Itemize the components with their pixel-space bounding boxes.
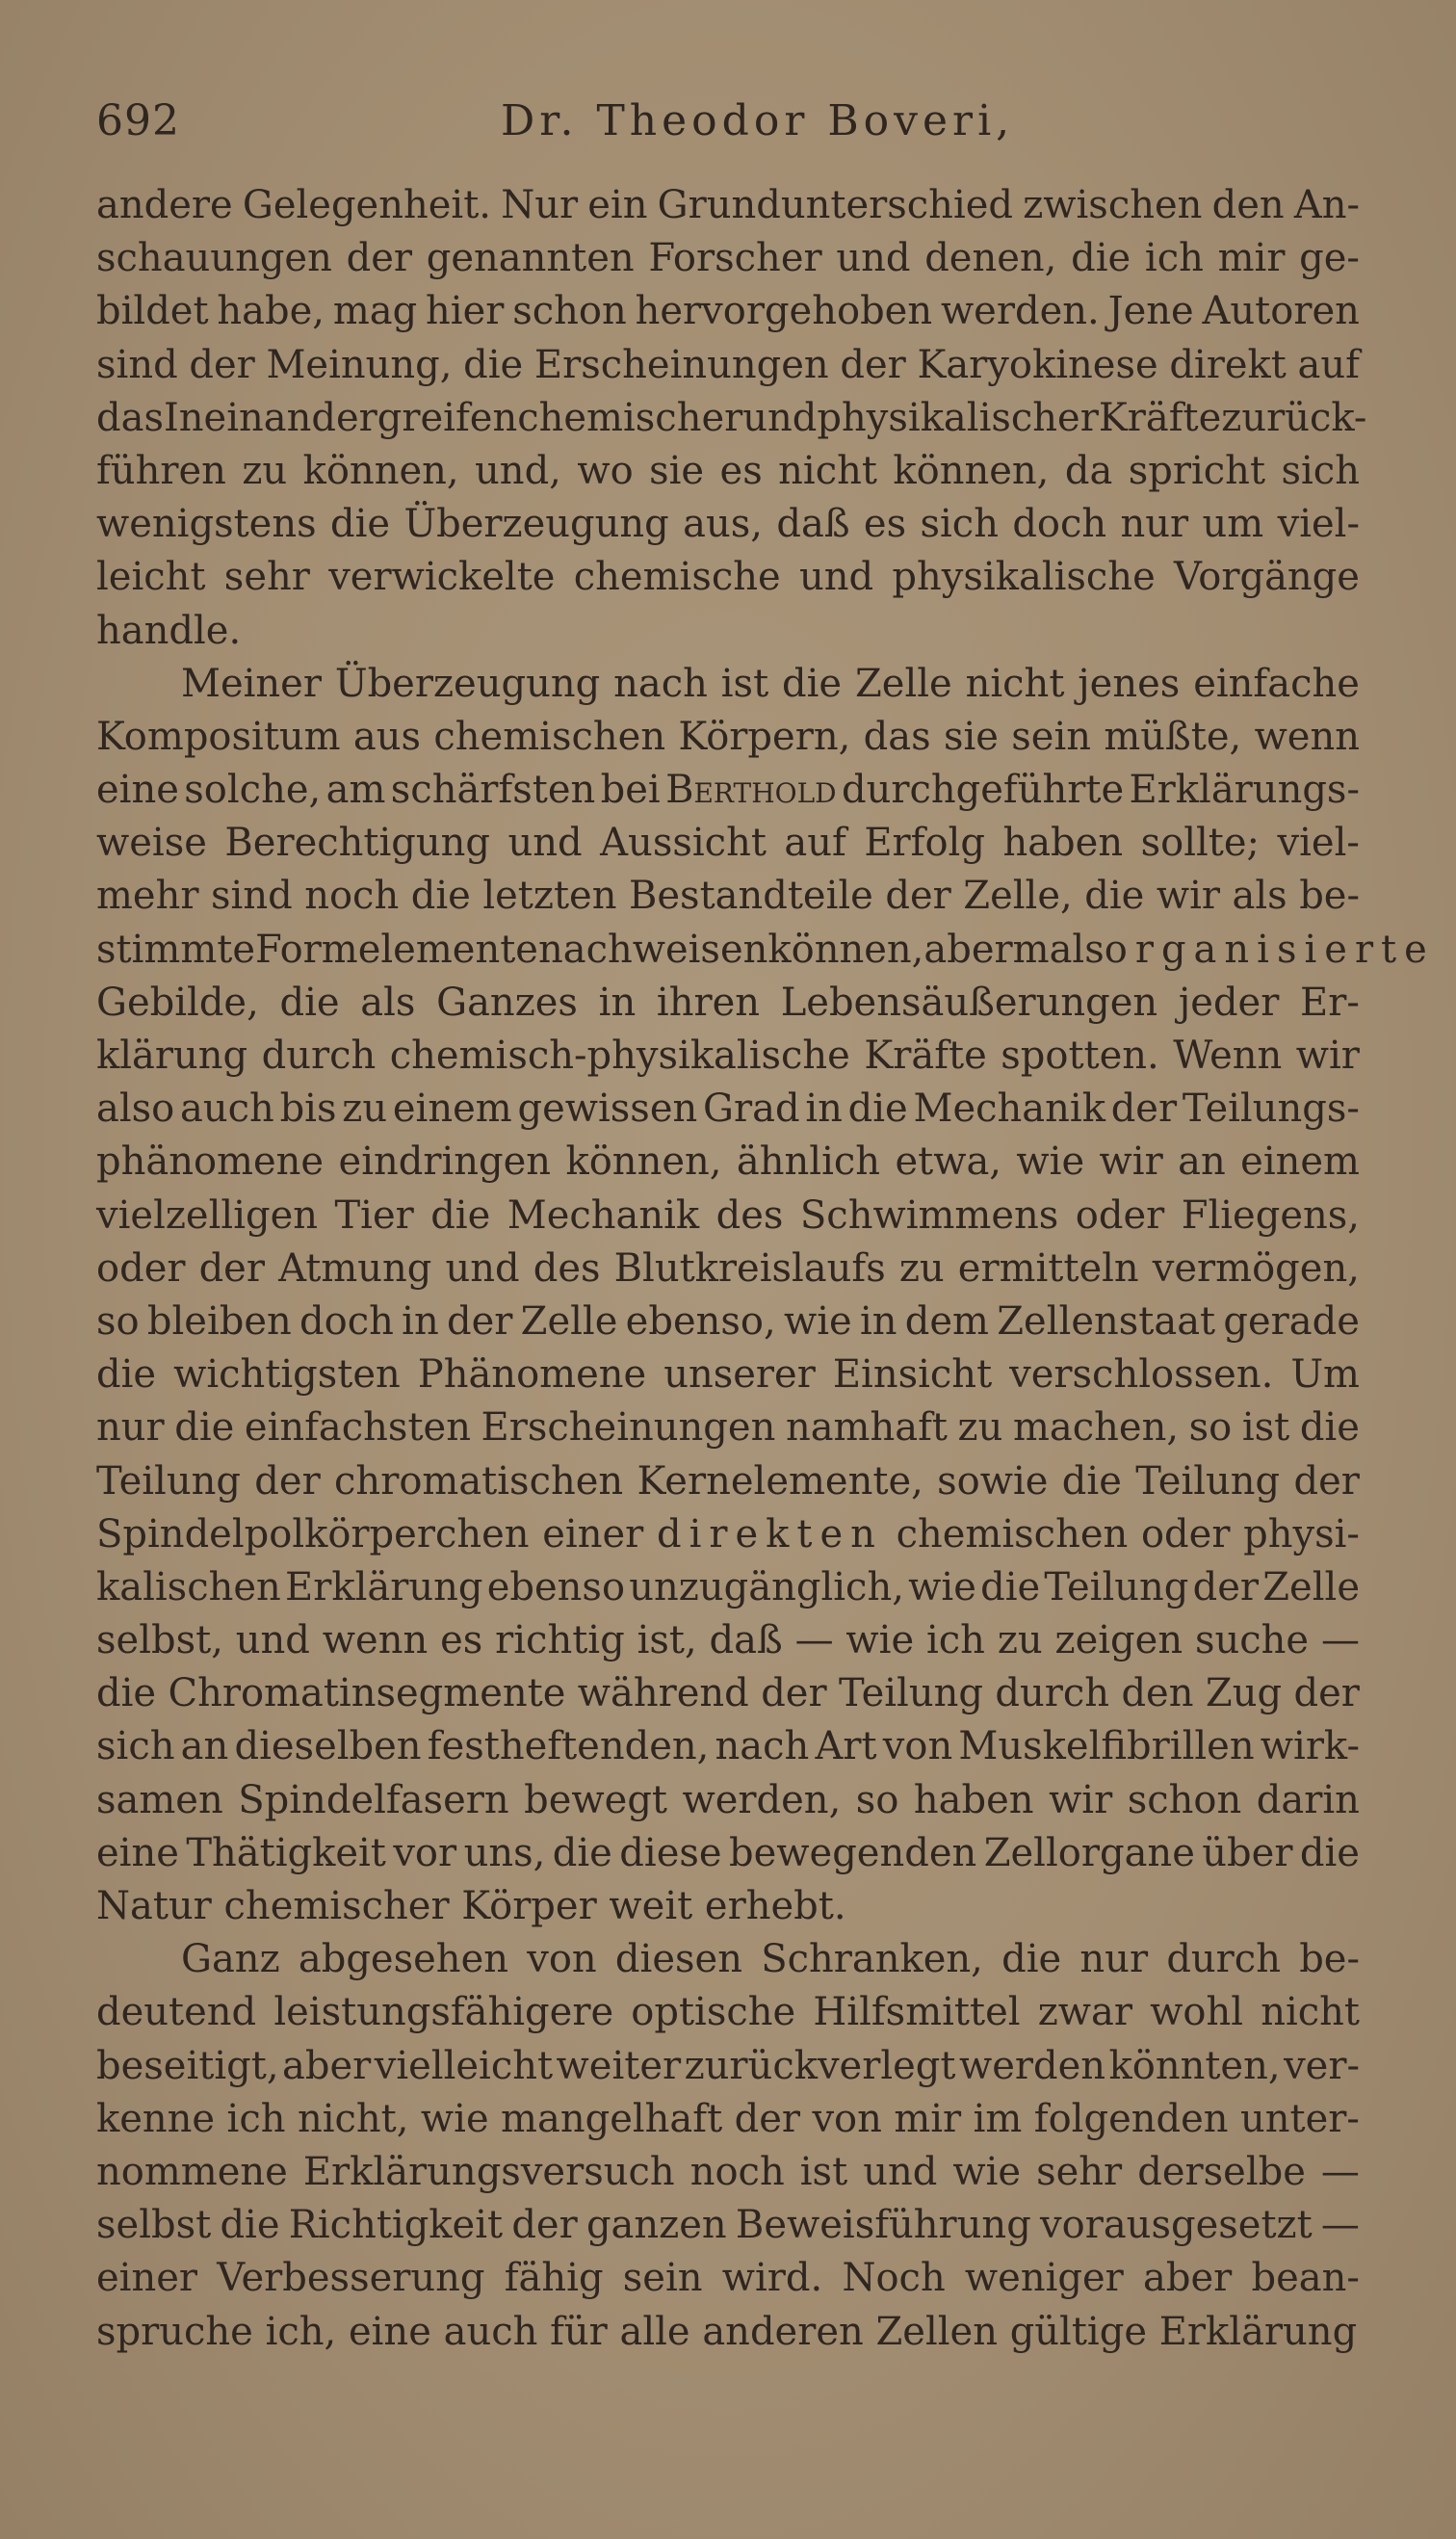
- text-line: das Ineinandergreifen chemischer und physikalischer Kräfte zurück-: [96, 395, 1367, 440]
- text-line: Spindelpolkörperchen einer direkten chemischen oder physi-: [96, 1511, 1360, 1557]
- text-line: deutend leistungsfähigere optische Hilfsmittel zwar wohl nicht: [96, 1990, 1360, 2035]
- text-line: führen zu können, und, wo sie es nicht können, da spricht sich: [96, 448, 1360, 493]
- text-line: kenne ich nicht, wie mangelhaft der von mir im folgenden unter-: [96, 2096, 1360, 2141]
- text-line: selbst, und wenn es richtig ist, daß — wie ich zu zeigen suche —: [96, 1618, 1360, 1663]
- text-line: mehr sind noch die letzten Bestandteile der Zelle, die wir als be-: [96, 874, 1360, 919]
- text-line: oder der Atmung und des Blutkreislaufs zu ermitteln vermögen,: [96, 1245, 1360, 1291]
- text-line: Natur chemischer Körper weit erhebt.: [96, 1884, 846, 1928]
- text-line: vielzelligen Tier die Mechanik des Schwimmens oder Fliegens,: [96, 1192, 1360, 1238]
- text-line: klärung durch chemisch-physikalische Kräfte spotten. Wenn wir: [96, 1034, 1360, 1078]
- text-line: einer Verbesserung fähig sein wird. Noch weniger aber bean-: [96, 2256, 1360, 2301]
- text-line: weise Berechtigung und Aussicht auf Erfolg haben sollte; viel-: [96, 821, 1360, 866]
- body-text: [96, 179, 1435, 2359]
- text-line: handle.: [96, 608, 242, 653]
- text-line: die Chromatinsegmente während der Teilung durch den Zug der: [96, 1671, 1360, 1716]
- text-line: nommene Erklärungsversuch noch ist und wie sehr derselbe —: [96, 2149, 1360, 2194]
- text-line: sind der Meinung, die Erscheinungen der Karyokinese direkt auf: [96, 342, 1360, 387]
- text-line: beseitigt, aber vielleicht weiter zurückverlegt werden könnten, ver-: [96, 2043, 1360, 2088]
- page-number: 692: [96, 96, 180, 145]
- text-line: nur die einfachsten Erscheinungen namhaft zu machen, so ist die: [96, 1405, 1360, 1451]
- text-line: wenigstens die Überzeugung aus, daß es sich doch nur um viel-: [96, 502, 1360, 547]
- text-line: stimmte Formelemente nachweisen können, abermals organisierte: [96, 927, 1435, 972]
- text-line: bildet habe, mag hier schon hervorgehoben werden. Jene Autoren: [96, 289, 1360, 334]
- text-line: Teilung der chromatischen Kernelemente, sowie die Teilung der: [96, 1458, 1360, 1504]
- text-line: Kompositum aus chemischen Körpern, das sie sein müßte, wenn: [96, 714, 1360, 759]
- paragraph: [96, 658, 1435, 1934]
- text-line: phänomene eindringen können, ähnlich etwa, wie wir an einem: [96, 1139, 1360, 1185]
- text-line: so bleiben doch in der Zelle ebenso, wie in dem Zellenstaat gerade: [96, 1298, 1360, 1344]
- text-line: Gebilde, die als Ganzes in ihren Lebensäußerungen jeder Er-: [96, 980, 1360, 1025]
- text-line: Ganz abgesehen von diesen Schranken, die nur durch be-: [181, 1937, 1360, 1982]
- paragraph: [96, 179, 1367, 658]
- text-line: leicht sehr verwickelte chemische und physikalische Vorgänge: [96, 555, 1360, 600]
- text-line: also auch bis zu einem gewissen Grad in die Mechanik der Teilungs-: [96, 1086, 1360, 1132]
- paragraph: [96, 1933, 1360, 2359]
- text-line: kalischen Erklärung ebenso unzugänglich, wie die Teilung der Zelle: [96, 1564, 1360, 1610]
- text-line: schauungen der genannten Forscher und denen, die ich mir ge-: [96, 236, 1360, 281]
- text-line: eine Thätigkeit vor uns, die diese bewegenden Zellorgane über die: [96, 1830, 1360, 1875]
- running-head: Dr. Theodor Boveri,: [501, 96, 1015, 145]
- text-line: selbst die Richtigkeit der ganzen Beweisführung vorausgesetzt —: [96, 2203, 1360, 2248]
- text-line: eine solche, am schärfsten bei Berthold durchgeführte Erklärungs-: [96, 768, 1360, 813]
- page-header: [96, 96, 1360, 154]
- text-line: spruche ich, eine auch für alle anderen Zellen gültige Erklärung: [96, 2309, 1358, 2354]
- text-line: die wichtigsten Phänomene unserer Einsicht verschlossen. Um: [96, 1352, 1360, 1398]
- text-line: sich an dieselben festheftenden, nach Art von Muskelfibrillen wirk-: [96, 1724, 1360, 1769]
- text-line: Meiner Überzeugung nach ist die Zelle nicht jenes einfache: [181, 661, 1360, 706]
- text-line: samen Spindelfasern bewegt werden, so haben wir schon darin: [96, 1777, 1360, 1822]
- text-line: andere Gelegenheit. Nur ein Grundunterschied zwischen den An-: [96, 183, 1360, 227]
